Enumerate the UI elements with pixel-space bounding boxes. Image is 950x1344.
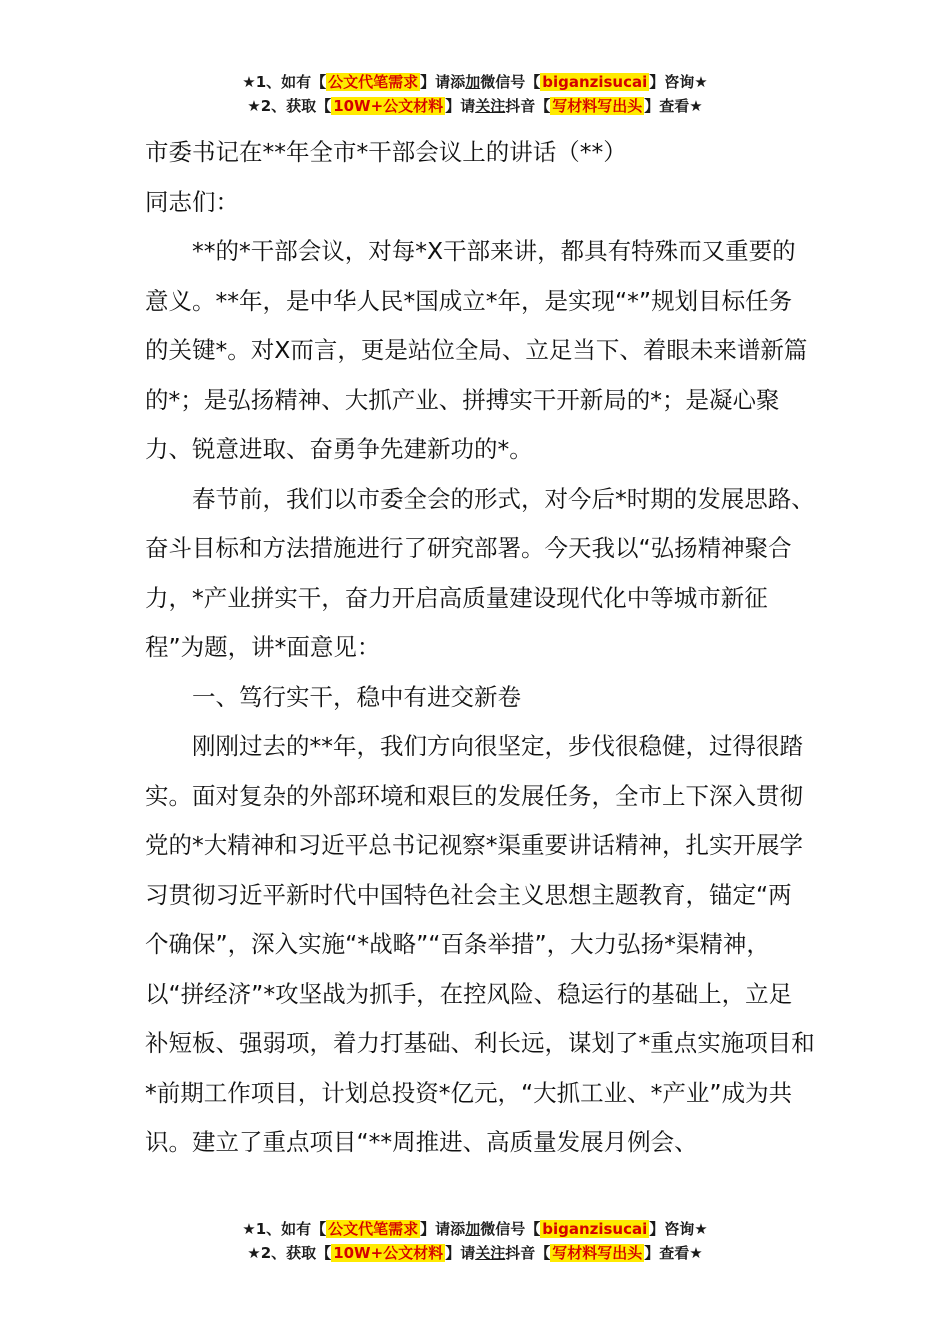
document-body — [145, 128, 815, 1168]
banner-text: ★2、获取【 — [247, 1244, 332, 1262]
banner-highlight: 写材料写出头 — [552, 97, 643, 115]
banner-line-2 — [0, 94, 950, 118]
banner-line-2 — [0, 1241, 950, 1265]
banner-text: 微信号【 — [480, 73, 541, 91]
banner-highlight: 10W+公文材料 — [333, 97, 444, 115]
banner-text: 】请 — [445, 1244, 476, 1262]
banner-text: 抖音【 — [505, 97, 551, 115]
banner-highlight: 公文代笔需求 — [328, 73, 419, 91]
banner-highlight: 公文代笔需求 — [328, 1220, 419, 1238]
banner-highlight: biganzisucai — [542, 1220, 648, 1238]
banner-text: 】请添 — [420, 1220, 466, 1238]
bottom-banner — [0, 1217, 950, 1265]
banner-text: 】查看★ — [644, 1244, 703, 1262]
top-banner — [0, 70, 950, 118]
banner-text: 关注 — [475, 97, 506, 115]
paragraph: 春节前，我们以市委全会的形式，对今后*时期的发展思路、奋斗目标和方法措施进行了研究部署。今天我以“弘扬精神聚合力，*产业拼实干，奋力开启高质量建设现代化中等城市新征程”为题，讲*面意见： — [145, 484, 815, 661]
banner-highlight: biganzisucai — [542, 73, 648, 91]
banner-text: 】请 — [445, 97, 476, 115]
banner-text: 】咨询★ — [649, 1220, 708, 1238]
section-heading: 一、笃行实干，稳中有进交新卷 — [192, 682, 521, 711]
banner-text: 加 — [465, 73, 481, 91]
banner-text: 加 — [465, 1220, 481, 1238]
banner-highlight: 10W+公文材料 — [333, 1244, 444, 1262]
banner-text: ★1、如有【 — [242, 73, 327, 91]
banner-text: 】请添 — [420, 73, 466, 91]
banner-text: 关注 — [475, 1244, 506, 1262]
banner-text: ★2、获取【 — [247, 97, 332, 115]
banner-text: 微信号【 — [480, 1220, 541, 1238]
banner-text: 】查看★ — [644, 97, 703, 115]
banner-text: 抖音【 — [505, 1244, 551, 1262]
banner-text: 】咨询★ — [649, 73, 708, 91]
paragraph: **的*干部会议，对每*X干部来讲，都具有特殊而又重要的意义。**年，是中华人民*国成立*年，是实现“*”规划目标任务的关键*。对X而言，更是站位全局、立足当下、着眼未来谱新篇的*；是弘扬精神、大抓产业、拼搏实干开新局的*；是凝心聚力、锐意进取、奋勇争先建新功的*。 — [145, 237, 808, 463]
banner-highlight: 写材料写出头 — [552, 1244, 643, 1262]
banner-text: ★1、如有【 — [242, 1220, 327, 1238]
banner-line-1 — [0, 1217, 950, 1241]
banner-line-1 — [0, 70, 950, 94]
greeting: 同志们： — [145, 187, 239, 216]
document-title: 市委书记在**年全市*干部会议上的讲话（**） — [145, 138, 627, 166]
paragraph: 刚刚过去的**年，我们方向很坚定，步伐很稳健，过得很踏实。面对复杂的外部环境和艰巨的发展任务，全市上下深入贯彻党的*大精神和习近平总书记视察*渠重要讲话精神，扎实开展学习贯彻习近平新时代中国特色社会主义思想主题教育，锚定“两个确保”，深入实施“*战略”“百条举措”，大力弘扬*渠精神，以“拼经济”*攻坚战为抓手，在控风险、稳运行的基础上，立足补短板、强弱项，着力打基础、利长远，谋划了*重点实施项目和*前期工作项目，计划总投资*亿元，“大抓工业、*产业”成为共识。建立了重点项目“**周推进、高质量发展月例会、 — [145, 732, 815, 1156]
